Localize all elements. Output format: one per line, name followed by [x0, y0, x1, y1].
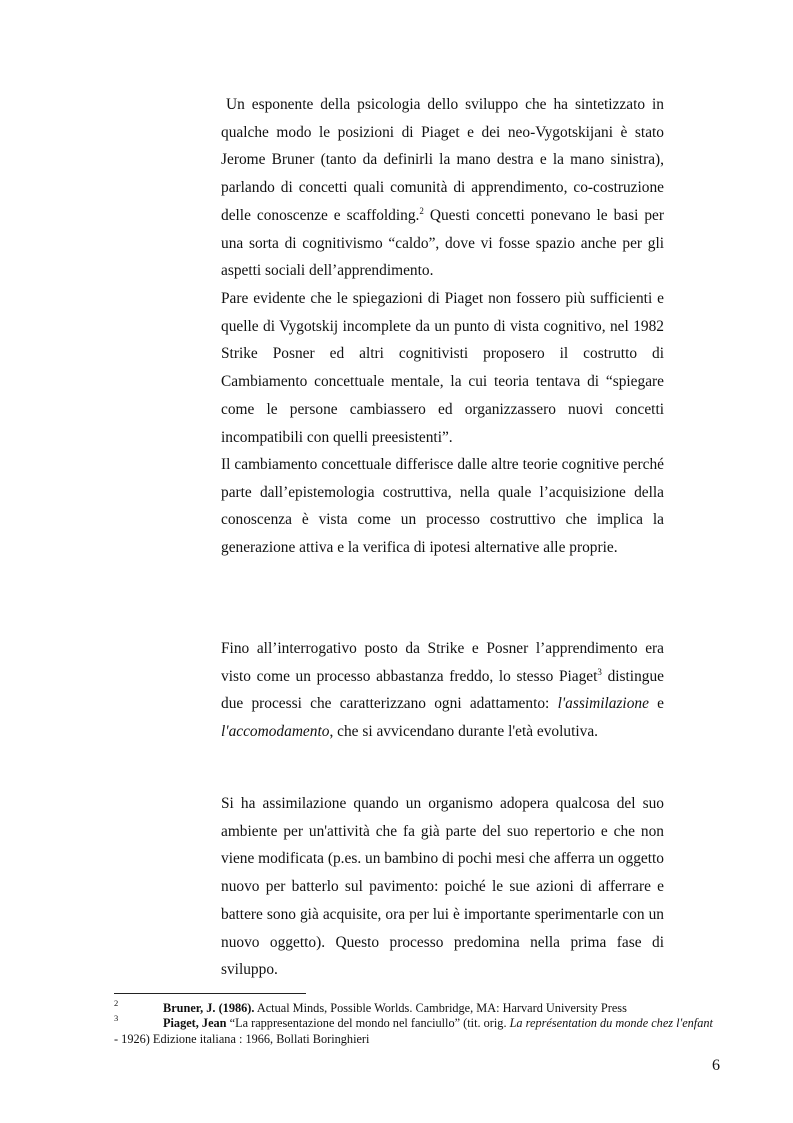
- paragraph-epistemology: Il cambiamento concettuale differisce dalle altre teorie cognitive perché parte dall’epistemologia costruttiva, nella quale l’acquisizione della conoscenza è vista come un processo costruttivo che implica la generazione attiva e la verifica di ipotesi alternative alle proprie.: [221, 456, 664, 557]
- footnote-ref-2[interactable]: 2: [419, 205, 424, 216]
- paragraph-assimilation: Si ha assimilazione quando un organismo adopera qualcosa del suo ambiente per un'attività che fa già parte del suo repertorio e che non viene modificata (p.es. un bambino di pochi mesi che afferra un oggetto nuovo per batterlo sul pavimento: poiché le sue azioni di afferrare e battere sono già acquisite, ora per lui è importante sperimentarle con un nuovo oggetto). Questo processo predomina nella prima fase di sviluppo.: [221, 795, 664, 979]
- term-assimilazione: l'assimilazione: [557, 695, 649, 713]
- footnote-original-title: La représentation du monde chez l'enfant: [509, 1016, 713, 1030]
- paragraph-conceptual-change: Pare evidente che le spiegazioni di Piaget non fossero più sufficienti e quelle di Vygotskij incomplete da un punto di vista cognitivo, nel 1982 Strike Posner ed altri cognitivisti proposero il costrutto di Cambiamento concettuale mentale, la cui teoria tentava di “spiegare come le persone cambiassero ed organizzassero nuovi concetti incompatibili con quelli preesistenti”.: [221, 290, 664, 446]
- footnote-separator: [114, 993, 306, 994]
- page-number: 6: [712, 1057, 720, 1074]
- footnote-author: Bruner, J. (1986).: [163, 1001, 255, 1015]
- paragraph-bruner: Un esponente della psicologia dello sviluppo che ha sintetizzato in qualche modo le posizioni di Piaget e dei neo-Vygotskijani è stato Jerome Bruner (tanto da definirli la mano destra e la mano sinistra), parlando di concetti quali comunità di apprendimento, co-costruzione delle conoscenze e scaffolding.$^2$ Questi concetti ponevano le basi per una sorta di cognitivismo “caldo”, dove vi fosse spazio anche per gli aspetti sociali dell’apprendimento.: [221, 96, 664, 280]
- footnote-2: 2 Bruner, J. (1986). Actual Minds, Possible Worlds. Cambridge, MA: Harvard University Press: [114, 1000, 720, 1016]
- footnote-number: 3: [114, 1013, 119, 1023]
- term-accomodamento: l'accomodamento: [221, 723, 330, 741]
- footnote-3: 3 Piaget, Jean “La rappresentazione del mondo nel fanciullo” (tit. orig. La représentation du monde chez l'enfant - 1926) Edizione italiana : 1966, Bollati Boringhieri: [114, 1015, 720, 1047]
- footnote-ref-3[interactable]: 3: [597, 666, 602, 677]
- footnote-author: Piaget, Jean: [163, 1016, 227, 1030]
- paragraph-piaget-processes: Fino all’interrogativo posto da Strike e Posner l’apprendimento era visto come un processo abbastanza freddo, lo stesso Piaget$^3$ distingue due processi che caratterizzano ogni adattamento: l'assimilazione e l'accomodamento, che si avvicendano durante l'età evolutiva.: [221, 640, 665, 741]
- footnote-number: 2: [114, 998, 119, 1008]
